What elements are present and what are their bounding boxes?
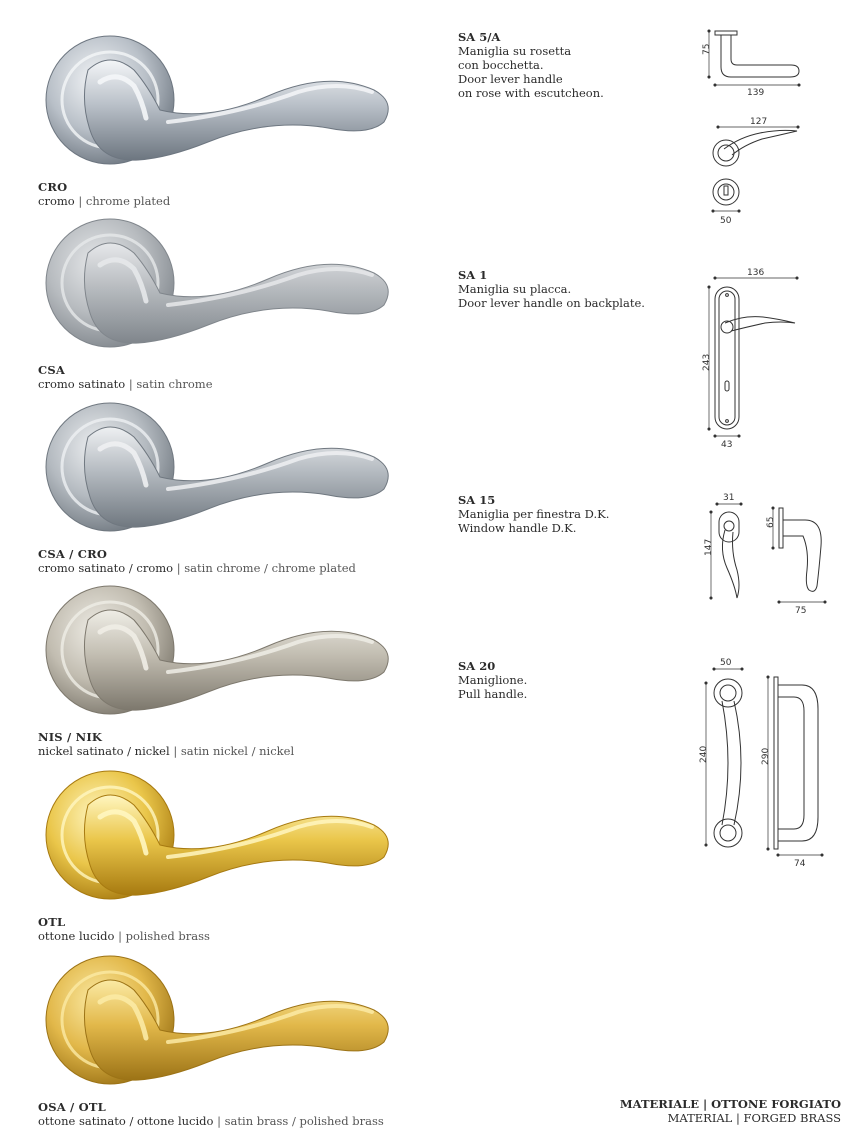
drawing-sa5a-side <box>695 25 815 104</box>
model-desc-line: Maniglia su rosetta <box>458 44 572 58</box>
finish-name <box>38 377 213 391</box>
model-desc-line: Pull handle. <box>458 687 528 701</box>
material-note <box>620 1097 841 1125</box>
model-code: SA 15 <box>458 493 496 507</box>
model-desc-line: on rose with escutcheon. <box>458 86 604 100</box>
finish-name-it: cromo satinato <box>38 377 126 391</box>
dim-label: 240 <box>699 745 709 763</box>
dim-label: 75 <box>702 43 712 55</box>
model-desc-line: Maniglia per finestra D.K. <box>458 507 610 521</box>
finish-caption <box>38 547 356 575</box>
dim-label: 50 <box>720 216 732 226</box>
finish-code: CSA / CRO <box>38 547 108 561</box>
finish-name-en: polished brass <box>125 929 210 943</box>
finish-name-en: satin chrome / chrome plated <box>184 561 356 575</box>
model-desc-line: Door lever handle <box>458 72 563 86</box>
dim-label: 139 <box>747 88 765 98</box>
finish-name <box>38 1114 384 1128</box>
handle-photo <box>38 950 398 1100</box>
material-label-it: MATERIALE | OTTONE FORGIATO <box>619 1097 841 1111</box>
finish-name-it: cromo satinato / cromo <box>38 561 174 575</box>
model-desc-line: Door lever handle on backplate. <box>458 296 645 310</box>
finish-caption <box>38 180 170 208</box>
dim-label: 127 <box>750 117 768 127</box>
handle-photo <box>38 213 398 363</box>
model-code: SA 5/A <box>458 30 501 44</box>
model-desc-line: Maniglia su placca. <box>458 282 572 296</box>
finish-caption <box>38 730 294 758</box>
dim-label: 136 <box>747 268 765 278</box>
model-desc-line: Window handle D.K. <box>458 521 577 535</box>
finish-name-en: chrome plated <box>85 194 171 208</box>
finish-caption <box>38 1100 384 1128</box>
separator: | <box>118 929 122 943</box>
separator: | <box>128 377 133 391</box>
finish-name-it: ottone satinato / ottone lucido <box>38 1114 214 1128</box>
finish-code: CSA <box>38 363 65 377</box>
separator: | <box>176 561 181 575</box>
drawing-sa5a-front <box>700 115 810 234</box>
dim-label: 243 <box>702 353 712 371</box>
drawing-sa15 <box>695 490 835 619</box>
model-sa1 <box>458 268 698 310</box>
finish-name <box>38 194 170 208</box>
model-sa20 <box>458 659 698 701</box>
finish-caption <box>38 915 210 943</box>
handle-photo <box>38 765 398 915</box>
finish-name-en: satin chrome <box>136 377 213 391</box>
dim-label: 50 <box>720 658 732 668</box>
finish-code: OSA / OTL <box>38 1100 106 1114</box>
separator: | <box>217 1114 221 1128</box>
finish-name-it: ottone lucido <box>38 929 115 943</box>
drawing-sa1 <box>695 265 815 454</box>
dim-label: 65 <box>766 516 776 528</box>
finish-name-it: nickel satinato / nickel <box>38 744 170 758</box>
model-desc-line: Maniglione. <box>458 673 528 687</box>
model-sa15 <box>458 493 698 535</box>
model-desc-line: con bocchetta. <box>458 58 544 72</box>
finish-name-en: satin brass / polished brass <box>224 1114 384 1128</box>
separator: | <box>78 194 83 208</box>
finish-name-en: satin nickel / nickel <box>180 744 295 758</box>
finish-code: CRO <box>38 180 68 194</box>
separator: | <box>173 744 178 758</box>
handle-photo <box>38 30 398 180</box>
handle-photo <box>38 397 398 547</box>
dim-label: 75 <box>795 606 807 615</box>
model-code: SA 1 <box>458 268 488 282</box>
finish-code: NIS / NIK <box>38 730 103 744</box>
drawing-sa20 <box>690 655 835 874</box>
dim-label: 147 <box>704 538 714 556</box>
finish-name <box>38 744 294 758</box>
finish-caption <box>38 363 213 391</box>
finish-name <box>38 561 356 575</box>
material-label-en: MATERIAL | FORGED BRASS <box>667 1111 841 1125</box>
dim-label: 290 <box>761 747 771 765</box>
dim-label: 31 <box>723 493 735 503</box>
handle-photo <box>38 580 398 730</box>
finish-code: OTL <box>38 915 66 929</box>
dim-label: 43 <box>721 440 733 450</box>
dim-label: 74 <box>794 859 806 869</box>
finish-name <box>38 929 210 943</box>
model-code: SA 20 <box>458 659 496 673</box>
model-sa5a <box>458 30 698 100</box>
finish-name-it: cromo <box>38 194 75 208</box>
